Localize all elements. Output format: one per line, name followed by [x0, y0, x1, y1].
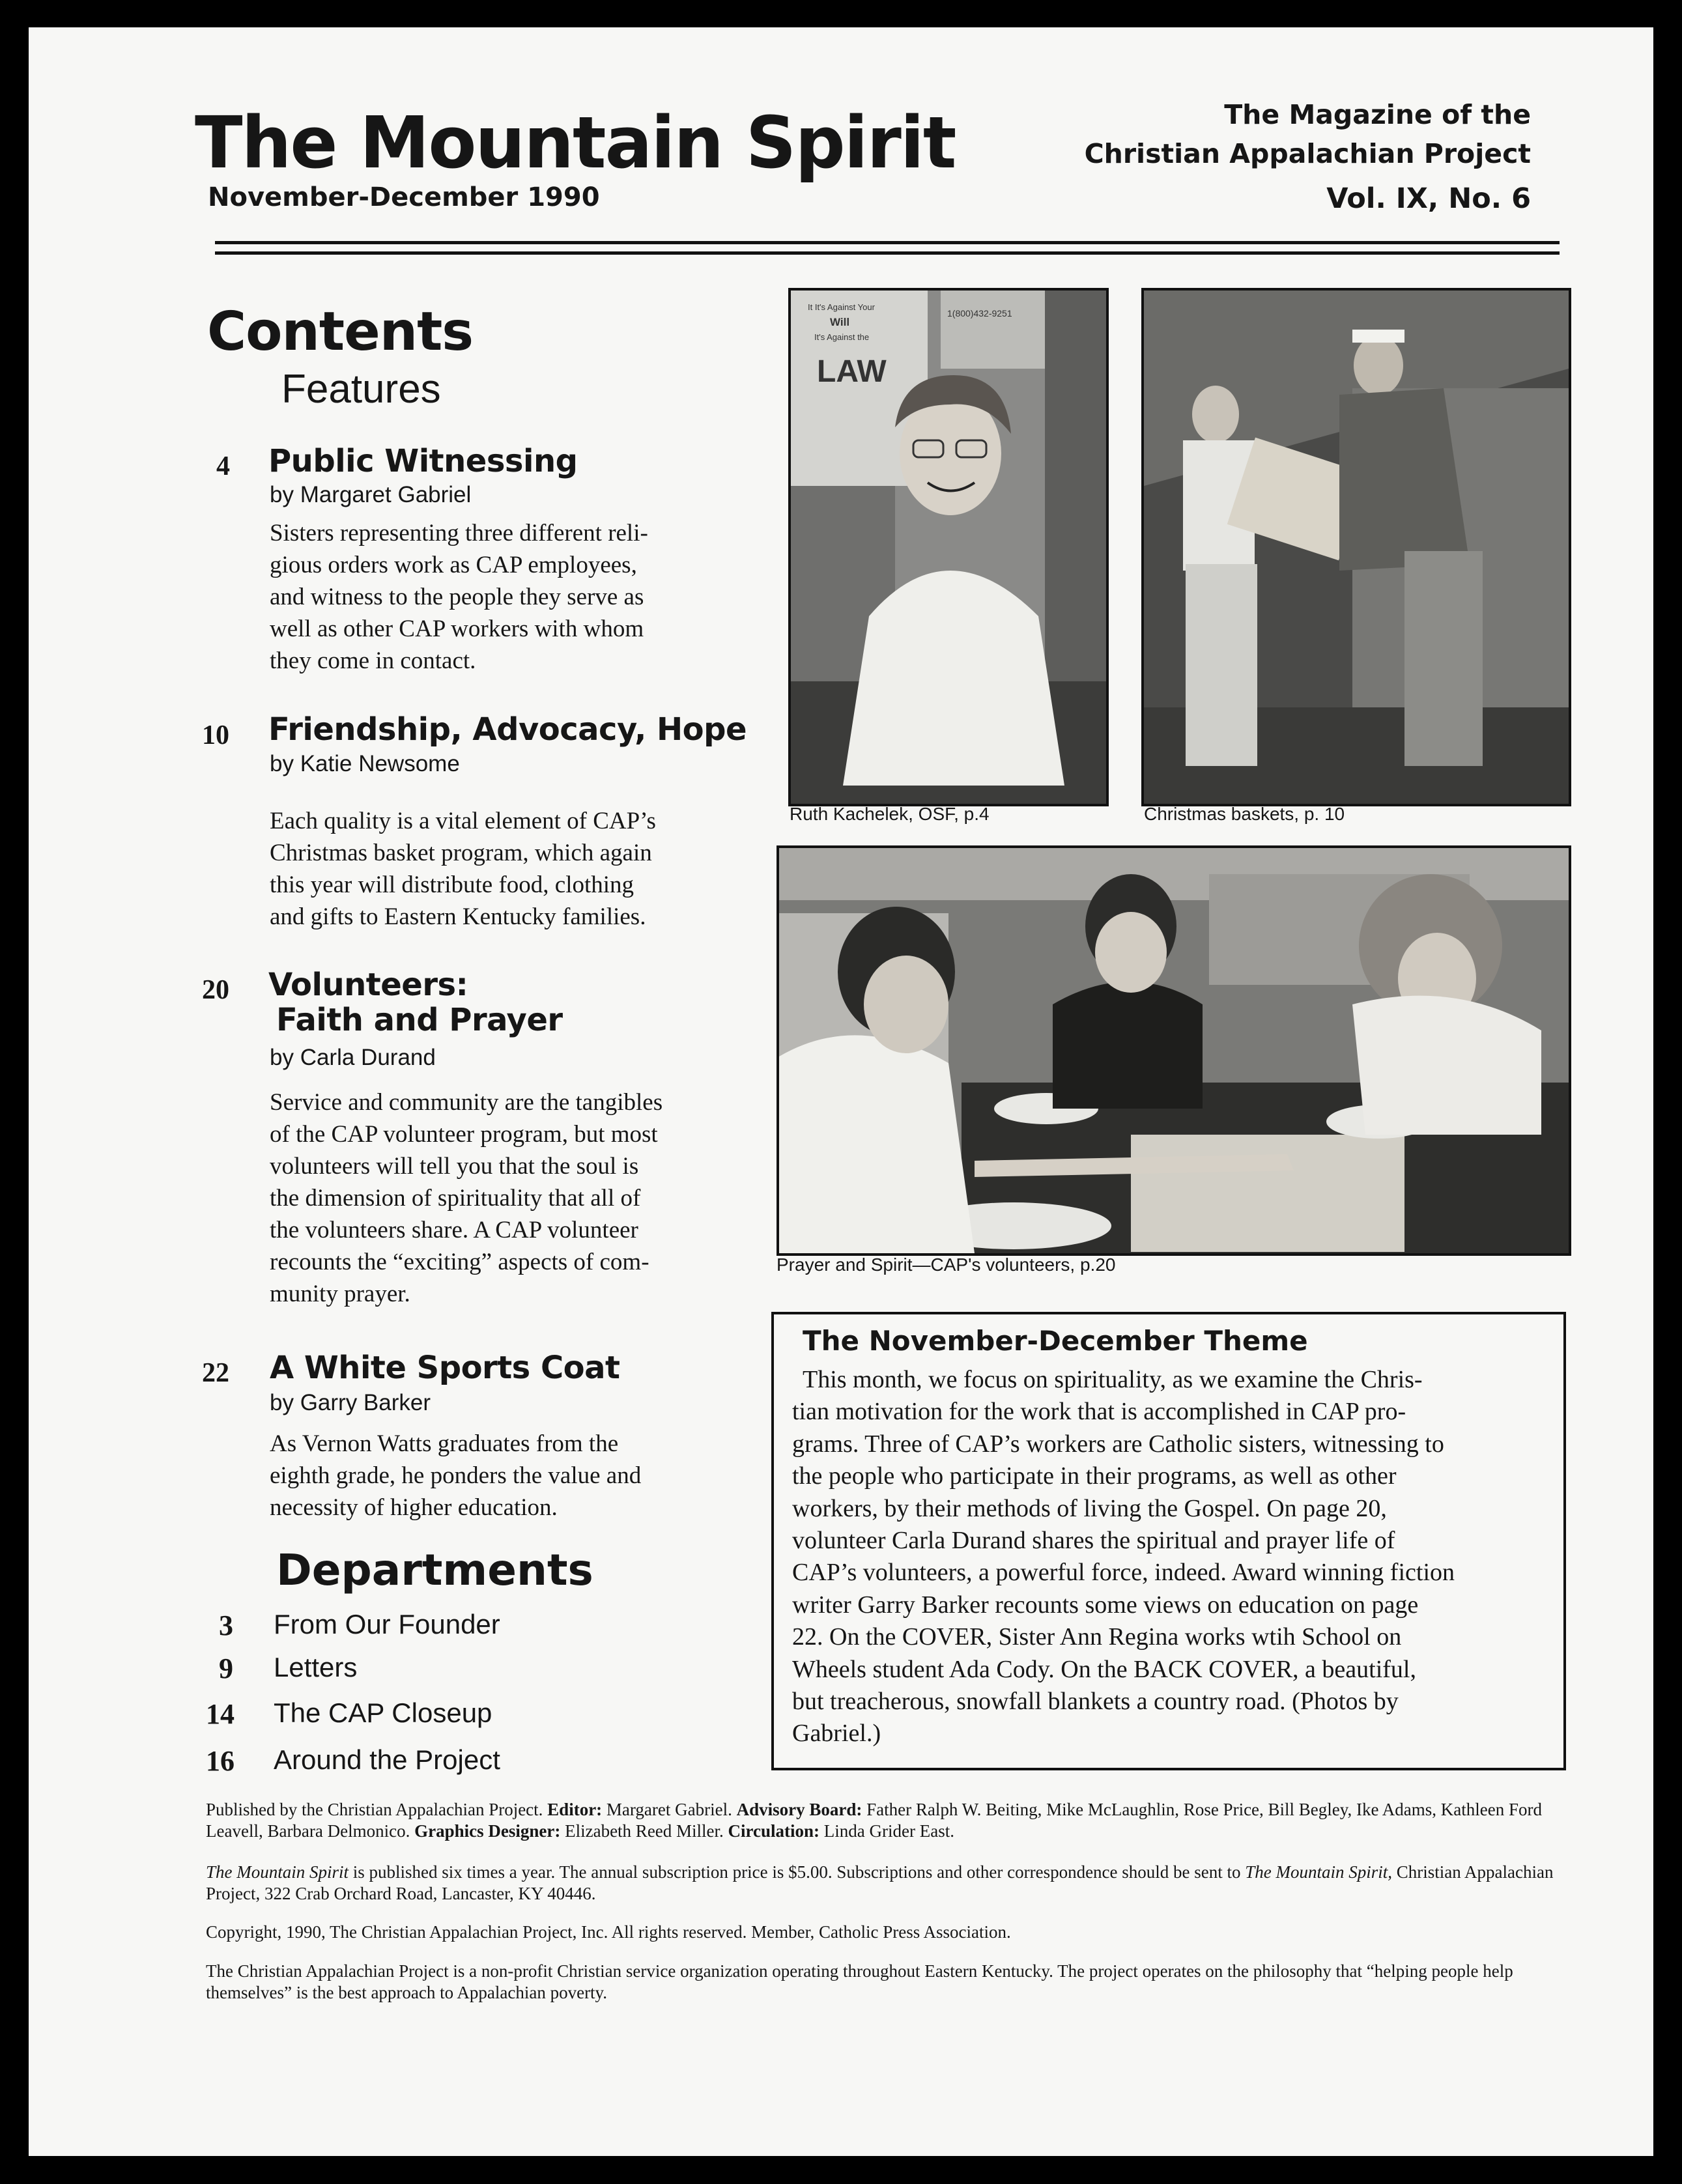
- feature-title-line-2: Faith and Prayer: [276, 1002, 563, 1038]
- description-line: and witness to the people they serve as: [270, 584, 644, 610]
- masthead-rule-bottom: [215, 251, 1560, 255]
- sign-text-1: It It's Against Your: [808, 302, 875, 312]
- issue-date: November-December 1990: [208, 182, 600, 212]
- feature-byline: by Carla Durand: [270, 1045, 436, 1070]
- publisher-credits: [206, 1799, 1561, 1842]
- theme-line: workers, by their methods of living the Gospel. On page 20,: [792, 1494, 1387, 1522]
- theme-line: volunteer Carla Durand shares the spiritual and prayer life of: [792, 1527, 1395, 1555]
- feature-description: [270, 1428, 739, 1524]
- magazine-name: The Mountain Spirit: [206, 1862, 349, 1882]
- feature-title: Public Witnessing: [268, 443, 578, 479]
- circulation-name: Linda Grider East.: [820, 1821, 954, 1841]
- feature-page-number: 4: [216, 451, 230, 481]
- description-line: well as other CAP workers with whom: [270, 616, 644, 642]
- photo-caption: Christmas baskets, p. 10: [1144, 804, 1345, 824]
- description-line: and gifts to Eastern Kentucky families.: [270, 903, 646, 930]
- theme-line: the people who participate in their programs, as well as other: [792, 1462, 1397, 1490]
- editor-name: Margaret Gabriel.: [602, 1800, 737, 1819]
- department-label: Around the Project: [274, 1744, 500, 1775]
- description-line: volunteers will tell you that the soul is: [270, 1153, 639, 1180]
- feature-byline: by Katie Newsome: [270, 751, 460, 776]
- sign-phone: 1(800)432-9251: [947, 308, 1012, 319]
- circulation-label: Circulation:: [728, 1821, 820, 1841]
- board-names: Father Ralph W. Beiting, Mike McLaughlin, Rose Price, Bill Begley, Ike Adams, Kathleen Ford Leavell, Barbara Delmonico.: [206, 1800, 1542, 1841]
- photo-caption: Prayer and Spirit—CAP's volunteers, p.20: [777, 1255, 1116, 1275]
- graphics-label: Graphics Designer:: [414, 1821, 561, 1841]
- copyright-notice: Copyright, 1990, The Christian Appalachian Project, Inc. All rights reserved. Member, Catholic Press Association.: [206, 1922, 1011, 1942]
- masthead-title: The Mountain Spirit: [195, 101, 956, 184]
- feature-title: Friendship, Advocacy, Hope: [268, 711, 747, 748]
- description-line: As Vernon Watts graduates from the: [270, 1430, 619, 1457]
- description-line: necessity of higher education.: [270, 1494, 558, 1521]
- departments-heading: Departments: [276, 1545, 593, 1595]
- theme-line: CAP’s volunteers, a powerful force, indeed. Award winning fiction: [792, 1559, 1455, 1587]
- photo-ruth-kachelek: [788, 288, 1109, 806]
- feature-byline: by Margaret Gabriel: [270, 482, 472, 507]
- description-line: Each quality is a vital element of CAP’s: [270, 808, 656, 834]
- theme-title: The November-December Theme: [803, 1325, 1308, 1357]
- theme-line: Gabriel.): [792, 1720, 881, 1748]
- credits-text: Published by the Christian Appalachian Project.: [206, 1800, 548, 1819]
- magazine-name: The Mountain Spirit,: [1245, 1862, 1393, 1882]
- description-line: munity prayer.: [270, 1281, 410, 1307]
- description-line: eighth grade, he ponders the value and: [270, 1462, 642, 1489]
- magazine-page: [29, 27, 1653, 2156]
- description-line: gious orders work as CAP employees,: [270, 552, 637, 578]
- description-line: the volunteers share. A CAP volunteer: [270, 1217, 638, 1243]
- theme-line: 22. On the COVER, Sister Ann Regina works wtih School on: [792, 1623, 1402, 1651]
- theme-line: tian motivation for the work that is accomplished in CAP pro-: [792, 1398, 1406, 1426]
- photo-prayer-volunteers: [777, 845, 1571, 1256]
- description-line: they come in contact.: [270, 647, 476, 674]
- magazine-tagline-2: Christian Appalachian Project: [1084, 138, 1531, 169]
- mailing-address: Christian Appalachian Project, 322 Crab Orchard Road, Lancaster, KY 40446.: [206, 1862, 1554, 1903]
- department-page-number: 3: [219, 1610, 233, 1641]
- description-line: of the CAP volunteer program, but most: [270, 1121, 658, 1148]
- theme-line: grams. Three of CAP’s workers are Catholic sisters, witnessing to: [792, 1430, 1444, 1458]
- graphics-name: Elizabeth Reed Miller.: [560, 1821, 728, 1841]
- editor-label: Editor:: [547, 1800, 603, 1819]
- department-label: The CAP Closeup: [274, 1697, 492, 1728]
- department-page-number: 9: [219, 1652, 233, 1684]
- description-line: Service and community are the tangibles: [270, 1089, 663, 1116]
- feature-page-number: 10: [202, 720, 229, 750]
- subscription-info: [206, 1862, 1561, 1905]
- theme-line: Wheels student Ada Cody. On the BACK COVER, a beautiful,: [792, 1655, 1416, 1683]
- subscription-text: is published six times a year. The annual subscription price is $5.00. Subscriptions and other correspondence should be sent to: [349, 1862, 1246, 1882]
- features-heading: Features: [281, 367, 441, 412]
- photo-prayer-image: [779, 848, 1569, 1253]
- photo-portrait-image: [791, 291, 1106, 804]
- sign-text-4: LAW: [817, 354, 887, 389]
- board-label: Advisory Board:: [736, 1800, 862, 1819]
- description-line: Sisters representing three different reli-: [270, 520, 648, 546]
- department-page-number: 16: [206, 1745, 235, 1777]
- department-label: Letters: [274, 1652, 358, 1682]
- feature-title: Volunteers:: [268, 967, 468, 1003]
- organization-description: The Christian Appalachian Project is a non-profit Christian service organization operating throughout Eastern Kentucky. The project operates on the philosophy that “helping people help themselves” is the best approach to Appalachian poverty.: [206, 1961, 1513, 2002]
- description-line: recounts the “exciting” aspects of com-: [270, 1249, 649, 1275]
- theme-line: but treacherous, snowfall blankets a country road. (Photos by: [792, 1688, 1399, 1716]
- theme-body: [792, 1364, 1560, 1750]
- department-page-number: 14: [206, 1698, 235, 1730]
- masthead-rule-top: [215, 241, 1560, 244]
- feature-description: [270, 517, 739, 677]
- department-label: From Our Founder: [274, 1609, 500, 1639]
- photo-caption: Ruth Kachelek, OSF, p.4: [790, 804, 990, 824]
- photo-baskets-image: [1144, 291, 1569, 804]
- feature-title: A White Sports Coat: [270, 1350, 620, 1386]
- feature-byline: by Garry Barker: [270, 1390, 431, 1415]
- sign-text-3: It's Against the: [814, 332, 870, 342]
- contents-heading: Contents: [207, 301, 474, 363]
- description-line: Christmas basket program, which again: [270, 840, 652, 866]
- photo-christmas-baskets: [1141, 288, 1571, 806]
- feature-description: [270, 805, 739, 933]
- volume-number: Vol. IX, No. 6: [1326, 182, 1531, 215]
- feature-page-number: 22: [202, 1358, 229, 1388]
- theme-line: This month, we focus on spirituality, as we examine the Chris-: [803, 1366, 1423, 1393]
- feature-page-number: 20: [202, 975, 229, 1005]
- theme-line: writer Garry Barker recounts some views on education on page: [792, 1591, 1419, 1619]
- description-line: this year will distribute food, clothing: [270, 872, 634, 898]
- feature-description: [270, 1086, 739, 1310]
- sign-text-2: Will: [830, 316, 850, 328]
- magazine-tagline-1: The Magazine of the: [1224, 99, 1531, 130]
- description-line: the dimension of spirituality that all of: [270, 1185, 641, 1212]
